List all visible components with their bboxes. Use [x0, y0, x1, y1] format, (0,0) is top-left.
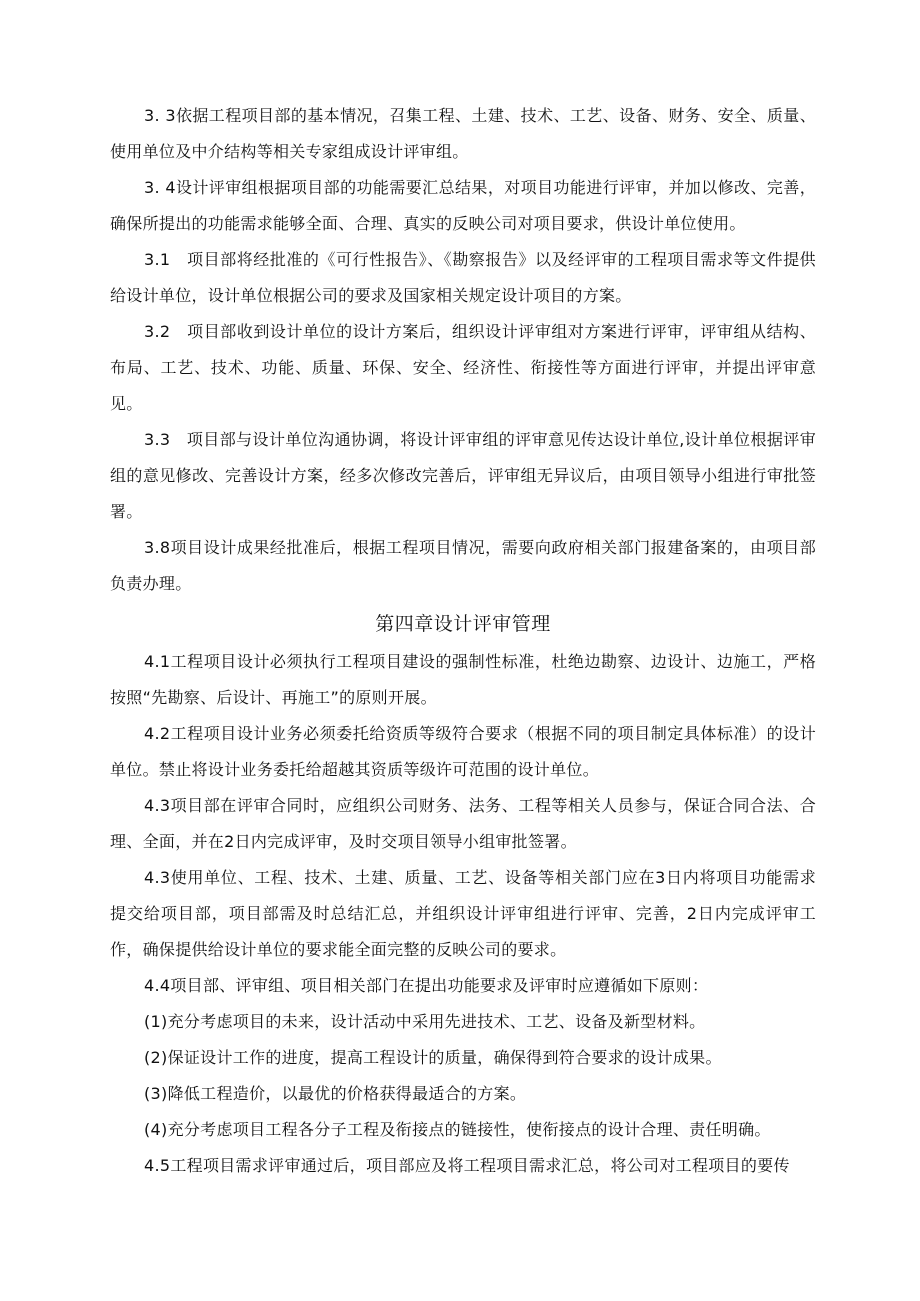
- paragraph-4-3b: 4.3使用单位、工程、技术、土建、质量、工艺、设备等相关部门应在3日内将项目功能需求提交给项目部，项目部需及时总结汇总，并组织设计评审组进行评审、完善，2日内完成评审工作，确保提供给设计单位的要求能全面完整的反映公司的要求。: [110, 868, 816, 959]
- paragraph-3-2: 3.2 项目部收到设计单位的设计方案后，组织设计评审组对方案进行评审，评审组从结构、布局、工艺、技术、功能、质量、环保、安全、经济性、衔接性等方面进行评审，并提出评审意见。: [110, 322, 816, 413]
- principle-1: (1)充分考虑项目的未来，设计活动中采用先进技术、工艺、设备及新型材料。: [144, 1012, 706, 1031]
- paragraph-3-8: 3.8项目设计成果经批准后，根据工程项目情况，需要向政府相关部门报建备案的，由项目部负责办理。: [110, 538, 816, 593]
- document-page: [110, 98, 816, 1184]
- principle-4: (4)充分考虑项目工程各分子工程及衔接点的链接性，使衔接点的设计合理、责任明确。: [144, 1120, 771, 1139]
- paragraph-4-2: 4.2工程项目设计业务必须委托给资质等级符合要求（根据不同的项目制定具体标准）的设计单位。禁止将设计业务委托给超越其资质等级许可范围的设计单位。: [110, 724, 816, 779]
- paragraph-4-4: 4.4项目部、评审组、项目相关部门在提出功能要求及评审时应遵循如下原则：: [144, 976, 709, 995]
- paragraph-4-1: 4.1工程项目设计必须执行工程项目建设的强制性标准，杜绝边勘察、边设计、边施工，严格按照“先勘察、后设计、再施工”的原则开展。: [110, 652, 816, 707]
- paragraph-3-4: 3. 4设计评审组根据项目部的功能需要汇总结果，对项目功能进行评审，并加以修改、完善，确保所提出的功能需求能够全面、合理、真实的反映公司对项目要求，供设计单位使用。: [110, 178, 816, 233]
- paragraph-4-5: 4.5工程项目需求评审通过后，项目部应及将工程项目需求汇总，将公司对工程项目的要传: [144, 1156, 790, 1175]
- principle-3: (3)降低工程造价，以最优的价格获得最适合的方案。: [144, 1084, 527, 1103]
- paragraph-3-1: 3.1 项目部将经批准的《可行性报告》、《勘察报告》以及经评审的工程项目需求等文件提供给设计单位，设计单位根据公司的要求及国家相关规定设计项目的方案。: [110, 250, 816, 305]
- chapter-title: 第四章设计评审管理: [375, 613, 551, 635]
- paragraph-3-3: 3. 3依据工程项目部的基本情况，召集工程、土建、技术、工艺、设备、财务、安全、质量、使用单位及中介结构等相关专家组成设计评审组。: [110, 106, 816, 161]
- paragraph-3-3b: 3.3 项目部与设计单位沟通协调，将设计评审组的评审意见传达设计单位,设计单位根据评审组的意见修改、完善设计方案，经多次修改完善后，评审组无异议后，由项目领导小组进行审批签署。: [110, 430, 816, 521]
- principle-2: (2)保证设计工作的进度，提高工程设计的质量，确保得到符合要求的设计成果。: [144, 1048, 722, 1067]
- paragraph-4-3a: 4.3项目部在评审合同时，应组织公司财务、法务、工程等相关人员参与，保证合同合法、合理、全面，并在2日内完成评审，及时交项目领导小组审批签署。: [110, 796, 816, 851]
